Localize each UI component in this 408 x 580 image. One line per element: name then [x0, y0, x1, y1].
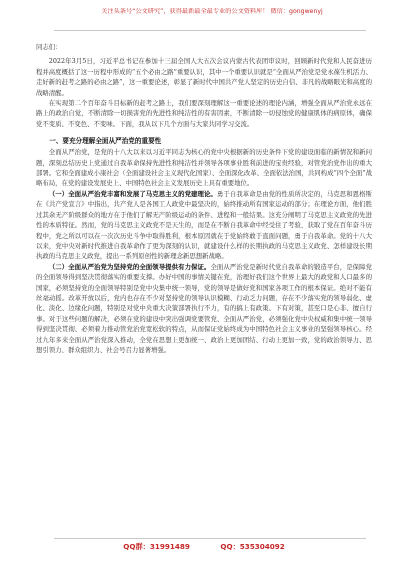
intro-paragraph: 在实现第二个百年奋斗目标新的赶考之路上，我们要深刻理解这一重要论述的理论内涵，增强全面从严治党永远在路上的政治自觉，不断清除一切损害党的先进性和纯洁性的有害因素，不断清除一切侵蚀党的健康肌体的病原体，确保党不变质、不变色、不变味。下面，我从以下几个方面与大家共同学习交流。: [36, 99, 372, 128]
header-divider: [54, 30, 366, 31]
section-heading: 一、要充分理解全面从严治党的重要性: [49, 137, 162, 146]
point-text: 勇于自我革命是由党的性质所决定的，马克思和恩格斯在《共产党宣言》中指出，共产党人是各国工人政党中最坚决的，始终推动所有国家运动的部分；在理论方面，他们胜过其余无产阶级群众的地方在于他们了解无产阶级运动的条件、进程和一般结果。这充分阐明了马克思主义政党的先进性的本质特征。然而，党的马克思主义政党不是天生的，而是在不断自我革命中经受住了考验，获取了党在百年奋斗历程中，党之所以可以在一次次历史斗争中取得胜利，根本原因就在于党始终敢于直面问题，勇于自我革命。党的十八大以来，党中央对新时代推进自我革命作了更为深刻的认识，就建设什么样的长期执政的马克思主义政党、怎样建设长期执政的马克思主义政党，提出一系列原创性的新理念新思想新战略。: [36, 189, 373, 261]
document-body: [36, 38, 372, 355]
header-banner: 关注头条号“公文研究”，获得最新最全最专业的公文资料库！ 微信：gongwenyj: [101, 8, 323, 15]
point-lead: （二）全面从严治党为坚持党的全面领导提供有力保证。: [48, 262, 211, 271]
point-lead: （一）全面从严治党丰富和发展了马克思主义的党建理论。: [48, 189, 217, 198]
footer: [0, 542, 408, 552]
footer-divider: [54, 538, 366, 539]
intro-paragraph: 2022年3月5日，习近平总书记在参加十三届全国人大五次会议内蒙古代表团审议时，回顾新时代党和人民奋进历程并高度概括了这一历程中形成的“五个必由之路”重要认识，其中一个重要认识就是“全面从严治党是党永葆生机活力、走好新的赶考之路的必由之路”，这一重要论述，彰显了新时代中国共产党人坚定的历史自信、非凡的战略眼光和高度的战略清醒。: [36, 57, 372, 97]
point-paragraph: [36, 189, 372, 262]
section-paragraph: 全面从严治党，是党的十八大以来以习近平同志为核心的党中央根据新的历史条件下党的建设面临的新情况和新问题，深刻总结历史上党通过自我革命保持先进性和纯洁性并领导各项事业胜利前进的宝贵经验，对管党治党作出的重大部署。它和全面建成小康社会（全面建设社会主义现代化国家）、全面深化改革、全面依法治国，共同构成“四个全面”战略布局，在党的建设发展史上、中国特色社会主义发展历史上具有重要地位。: [36, 148, 372, 188]
greeting: 同志们：: [36, 43, 62, 51]
footer-qq-group: QQ群：31991489: [123, 542, 190, 551]
point-paragraph: [36, 262, 372, 356]
footer-qq-contact: QQ：535304092: [220, 542, 285, 551]
point-text: 全面从严治党是新时代党自我革命的锻造平台，是保障党的全面领导得到坚决贯彻落实的重要支撑。办好中国的事情关键在党，治理好我们这个世界上最大的政党和人口最多的国家，必须坚持党的全面领导特别是党中央集中统一领导，党的领导是做好党和国家各项工作的根本保证。绝对不能有丝毫动摇。改革开放以后，党内也存在不少对坚持党的领导认识模糊、行动乏力问题，存在不少落实党的领导弱化、虚化、淡化、边缘化问题，特别是对党中央重大决策部署执行不力，有的搞上有政策、下有对策，甚至口是心非、擅自行事。对于这些问题的解决，必须在党的建设中突出强调党要管党、全面从严治党，必须强化党中央权威和集中统一领导得到坚决贯彻、必须着力推动管党治党宽松软的特点，从而保证党始终成为中国特色社会主义事业的坚强领导核心。经过九年多来全面从严治党深入推动，全党在思想上更加统一、政治上更加团结、行动上更加一致，党的政治领导力、思想引领力、群众组织力、社会号召力显著增强。: [36, 262, 373, 354]
